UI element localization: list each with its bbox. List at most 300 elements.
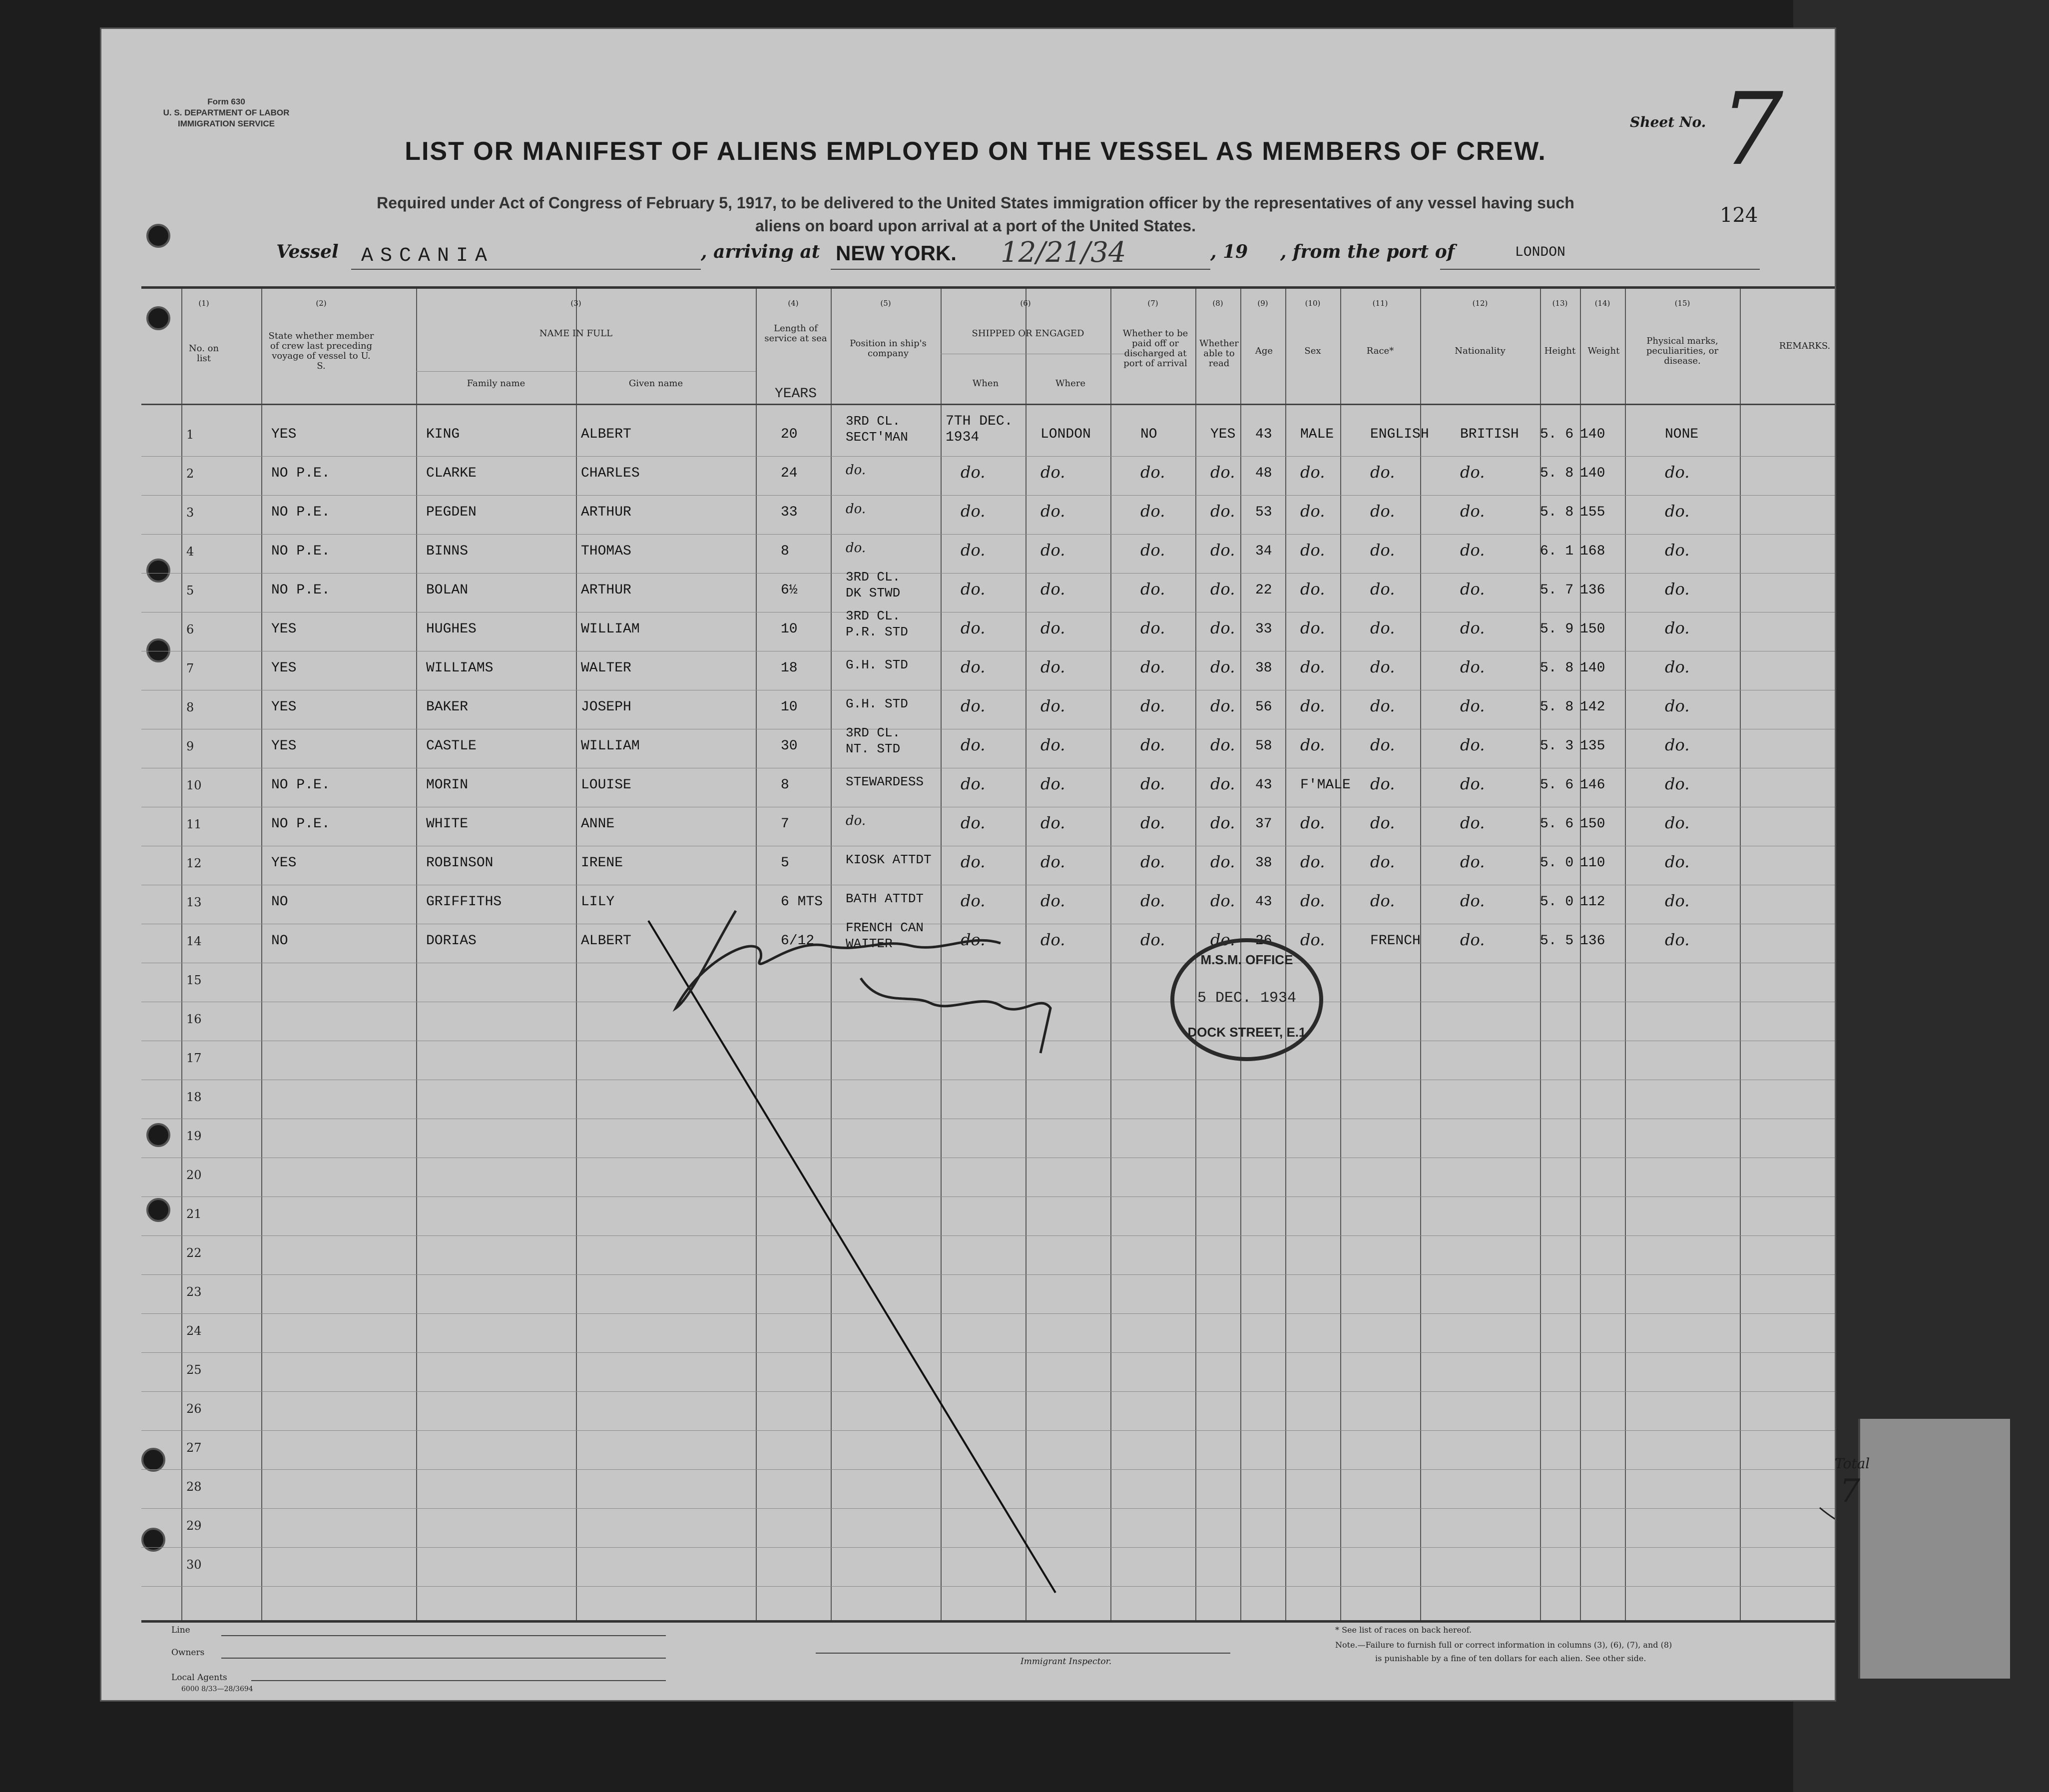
crew-position: 3RD CL. — [846, 725, 901, 740]
crew-when: do. — [961, 891, 986, 910]
page-title: LIST OR MANIFEST OF ALIENS EMPLOYED ON THE VESSEL AS MEMBERS OF CREW. — [405, 137, 1546, 166]
row-number: 13 — [186, 895, 202, 909]
crew-weight: 136 — [1580, 933, 1605, 949]
crew-race: do. — [1370, 502, 1395, 521]
crew-physical-marks: do. — [1665, 930, 1690, 949]
col-number: (10) — [1305, 299, 1321, 308]
crew-nationality: do. — [1460, 696, 1485, 715]
header-able-to-read: Whether able to read — [1199, 338, 1239, 369]
footer-agents-label: Local Agents — [171, 1673, 227, 1683]
header-shipped-or-engaged: SHIPPED OR ENGAGED — [972, 328, 1084, 339]
crew-family-name: DORIAS — [426, 933, 477, 949]
crew-age: 58 — [1255, 738, 1272, 754]
crew-where: do. — [1040, 580, 1065, 598]
row-number: 7 — [186, 661, 194, 675]
crew-nationality: do. — [1460, 580, 1485, 598]
crew-nationality: do. — [1460, 657, 1485, 676]
row-number: 28 — [186, 1480, 202, 1494]
crew-read: YES — [1210, 427, 1236, 442]
crew-physical-marks: do. — [1665, 735, 1690, 754]
footer-line-label: Line — [171, 1625, 190, 1635]
crew-read: do. — [1210, 463, 1235, 482]
crew-given-name: THOMAS — [581, 544, 631, 559]
crew-height: 5. 0 — [1540, 855, 1574, 871]
total-label: Total — [1835, 1455, 1870, 1472]
row-number: 4 — [186, 545, 194, 559]
crew-physical-marks: do. — [1665, 657, 1690, 676]
crew-age: 43 — [1255, 777, 1272, 793]
row-number: 30 — [186, 1558, 202, 1572]
crew-when: do. — [961, 930, 986, 949]
crew-position-detail: P.R. STD — [846, 624, 908, 639]
subtitle-line: aliens on board upon arrival at a port of the United States. — [755, 217, 1196, 235]
header-physical-marks: Physical marks, peculiarities, or disease. — [1646, 336, 1719, 366]
footer-note: is punishable by a fine of ten dollars for each alien. See other side. — [1375, 1654, 1646, 1663]
crew-height: 6. 1 — [1540, 544, 1574, 559]
arrival-date: 12/21/34 — [1001, 236, 1126, 269]
crew-where: do. — [1040, 696, 1065, 715]
crew-height: 5. 7 — [1540, 583, 1574, 598]
crew-paid-off: do. — [1140, 930, 1165, 949]
crew-paid-off: do. — [1140, 463, 1165, 482]
crew-sex: do. — [1300, 463, 1325, 482]
crew-sex: MALE — [1300, 427, 1334, 442]
crew-when: do. — [961, 774, 986, 793]
col-number: (2) — [316, 299, 327, 308]
crew-paid-off: do. — [1140, 657, 1165, 676]
crew-member-status: NO P.E. — [271, 505, 330, 520]
col-number: (3) — [570, 299, 581, 308]
crew-member-status: NO P.E. — [271, 816, 330, 832]
row-number: 10 — [186, 778, 202, 792]
cancel-line — [648, 921, 1055, 1593]
crew-sex: do. — [1300, 502, 1325, 521]
crew-sex: do. — [1300, 813, 1325, 832]
crew-weight: 140 — [1580, 466, 1605, 481]
sheet-label: Sheet No. — [1630, 114, 1706, 130]
signature-stroke — [676, 911, 1001, 1008]
crew-read: do. — [1210, 618, 1235, 637]
crew-nationality: do. — [1460, 774, 1485, 793]
header-no-on-list: No. on list — [188, 343, 219, 364]
crew-paid-off: do. — [1140, 502, 1165, 521]
vessel-name: ASCANIA — [361, 245, 495, 267]
col-number: (12) — [1472, 299, 1488, 308]
crew-sex: do. — [1300, 735, 1325, 754]
crew-years-service: 7 — [781, 816, 789, 832]
footer-print-code: 6000 8/33—28/3694 — [181, 1685, 253, 1693]
crew-paid-off: do. — [1140, 735, 1165, 754]
row-number: 12 — [186, 856, 202, 870]
crew-given-name: IRENE — [581, 855, 623, 871]
page-number: 124 — [1720, 204, 1758, 227]
crew-years-service: 8 — [781, 544, 789, 559]
stamp-address: DOCK STREET, E.1 — [1187, 1025, 1306, 1040]
crew-when: do. — [961, 463, 986, 482]
crew-where: do. — [1040, 463, 1065, 482]
row-number: 29 — [186, 1519, 202, 1533]
crew-member-status: YES — [271, 699, 297, 715]
crew-position-detail: SECT'MAN — [846, 430, 908, 445]
crew-where: LONDON — [1040, 427, 1091, 442]
crew-height: 5. 3 — [1540, 738, 1574, 754]
crew-where: do. — [1040, 541, 1065, 560]
crew-read: do. — [1210, 891, 1235, 910]
crew-given-name: WALTER — [581, 660, 631, 676]
crew-years-service: 6 MTS — [781, 894, 823, 910]
crew-weight: 140 — [1580, 427, 1605, 442]
crew-race: do. — [1370, 696, 1395, 715]
crew-height: 5. 8 — [1540, 466, 1574, 481]
crew-years-service: 18 — [781, 660, 798, 676]
crew-nationality: do. — [1460, 541, 1485, 560]
row-number: 24 — [186, 1324, 202, 1338]
crew-physical-marks: do. — [1665, 891, 1690, 910]
crew-given-name: LOUISE — [581, 777, 631, 793]
crew-age: 43 — [1255, 894, 1272, 910]
crew-given-name: ALBERT — [581, 933, 631, 949]
header-weight: Weight — [1587, 346, 1620, 356]
row-number: 1 — [186, 428, 194, 442]
crew-physical-marks: do. — [1665, 696, 1690, 715]
crew-height: 5. 8 — [1540, 660, 1574, 676]
crew-read: do. — [1210, 580, 1235, 598]
crew-nationality: BRITISH — [1460, 427, 1519, 442]
crew-paid-off: do. — [1140, 774, 1165, 793]
crew-race: do. — [1370, 813, 1395, 832]
crew-position: G.H. STD — [846, 657, 908, 672]
col-number: (4) — [788, 299, 799, 308]
crew-sex: do. — [1300, 891, 1325, 910]
crew-weight: 155 — [1580, 505, 1605, 520]
crew-position: KIOSK ATTDT — [846, 852, 932, 867]
crew-years-service: 20 — [781, 427, 798, 442]
crew-physical-marks: do. — [1665, 502, 1690, 521]
crew-physical-marks: do. — [1665, 852, 1690, 871]
row-number: 21 — [186, 1207, 202, 1221]
crew-where: do. — [1040, 502, 1065, 521]
crew-when: do. — [961, 580, 986, 598]
footer-rule — [221, 1658, 666, 1659]
crew-race: do. — [1370, 541, 1395, 560]
crew-age: 38 — [1255, 855, 1272, 871]
footer-inspector: Immigrant Inspector. — [1021, 1657, 1112, 1667]
crew-race: do. — [1370, 580, 1395, 598]
crew-position: do. — [846, 813, 866, 828]
crew-nationality: do. — [1460, 502, 1485, 521]
crew-position: 3RD CL. — [846, 570, 901, 585]
crew-height: 5. 8 — [1540, 699, 1574, 715]
crew-read: do. — [1210, 502, 1235, 521]
crew-physical-marks: do. — [1665, 580, 1690, 598]
header-nationality: Nationality — [1455, 346, 1506, 356]
crew-years-service: 10 — [781, 621, 798, 637]
crew-given-name: WILLIAM — [581, 621, 640, 637]
col-number: (14) — [1594, 299, 1610, 308]
row-number: 22 — [186, 1246, 202, 1260]
crew-age: 37 — [1255, 816, 1272, 832]
crew-when: 7TH DEC. — [946, 414, 1013, 429]
row-number: 25 — [186, 1363, 202, 1377]
crew-race: do. — [1370, 891, 1395, 910]
crew-position: BATH ATTDT — [846, 891, 924, 906]
crew-age: 56 — [1255, 699, 1272, 715]
crew-when: do. — [961, 541, 986, 560]
crew-position: do. — [846, 463, 866, 478]
crew-given-name: ARTHUR — [581, 505, 631, 520]
arriving-label: , arriving at — [701, 241, 820, 262]
crew-position: FRENCH CAN — [846, 920, 924, 935]
crew-where: do. — [1040, 618, 1065, 637]
crew-where: do. — [1040, 735, 1065, 754]
crew-age: 43 — [1255, 427, 1272, 442]
crew-family-name: BAKER — [426, 699, 469, 715]
crew-race: do. — [1370, 463, 1395, 482]
col-number: (8) — [1212, 299, 1223, 308]
crew-nationality: do. — [1460, 891, 1485, 910]
col-number: (5) — [880, 299, 891, 308]
subtitle-line: Required under Act of Congress of February 5, 1917, to be delivered to the United States immigration officer by the representatives of any vessel having such — [377, 194, 1574, 212]
col-number: (6) — [1020, 299, 1031, 308]
vessel-label: Vessel — [276, 241, 339, 262]
service-name: IMMIGRATION SERVICE — [178, 119, 275, 128]
crew-member-status: NO — [271, 933, 288, 949]
crew-paid-off: do. — [1140, 580, 1165, 598]
year-label: , 19 — [1210, 241, 1248, 262]
crew-weight: 142 — [1580, 699, 1605, 715]
crew-years-service: 33 — [781, 505, 798, 520]
crew-paid-off: NO — [1140, 427, 1157, 442]
crew-height: 5. 0 — [1540, 894, 1574, 910]
crew-height: 5. 6 — [1540, 816, 1574, 832]
footer-rule — [251, 1680, 666, 1681]
crew-nationality: do. — [1460, 735, 1485, 754]
crew-position: 3RD CL. — [846, 608, 901, 623]
crew-race: ENGLISH — [1370, 427, 1429, 442]
row-number: 17 — [186, 1051, 202, 1065]
header-where: Where — [1055, 378, 1085, 389]
header-sex: Sex — [1304, 346, 1321, 356]
crew-sex: do. — [1300, 580, 1325, 598]
crew-weight: 150 — [1580, 621, 1605, 637]
inspector-rule — [816, 1653, 1230, 1654]
crew-member-status: YES — [271, 427, 297, 442]
crew-physical-marks: NONE — [1665, 427, 1699, 442]
form-number: Form 630 — [207, 97, 245, 106]
footer-note: Note.—Failure to furnish full or correct information in columns (3), (6), (7), and (8) — [1335, 1640, 1672, 1650]
crew-sex: do. — [1300, 852, 1325, 871]
crew-nationality: do. — [1460, 930, 1485, 949]
crew-race: do. — [1370, 774, 1395, 793]
header-name-in-full: NAME IN FULL — [539, 328, 613, 339]
crew-weight: 136 — [1580, 583, 1605, 598]
crew-height: 5. 5 — [1540, 933, 1574, 949]
crew-family-name: CASTLE — [426, 738, 477, 754]
crew-family-name: BOLAN — [426, 583, 469, 598]
row-number: 3 — [186, 506, 194, 520]
crew-position: STEWARDESS — [846, 774, 924, 789]
crew-member-status: NO P.E. — [271, 583, 330, 598]
crew-read: do. — [1210, 735, 1235, 754]
col-number: (15) — [1674, 299, 1690, 308]
crew-when: do. — [961, 735, 986, 754]
row-number: 14 — [186, 934, 202, 948]
crew-where: do. — [1040, 930, 1065, 949]
crew-read: do. — [1210, 774, 1235, 793]
crew-sex: do. — [1300, 541, 1325, 560]
crew-position-detail: WAITER — [846, 936, 893, 951]
crew-weight: 168 — [1580, 544, 1605, 559]
col-number: (13) — [1552, 299, 1568, 308]
crew-family-name: WHITE — [426, 816, 469, 832]
row-number: 5 — [186, 584, 194, 597]
crew-weight: 150 — [1580, 816, 1605, 832]
col-number: (11) — [1372, 299, 1388, 308]
crew-height: 5. 8 — [1540, 505, 1574, 520]
crew-read: do. — [1210, 541, 1235, 560]
crew-read: do. — [1210, 696, 1235, 715]
crew-when: do. — [961, 502, 986, 521]
crew-physical-marks: do. — [1665, 541, 1690, 560]
header-remarks: REMARKS. — [1779, 341, 1831, 351]
crew-family-name: CLARKE — [426, 466, 477, 481]
crew-physical-marks: do. — [1665, 463, 1690, 482]
stamp-date: 5 DEC. 1934 — [1197, 990, 1297, 1007]
crew-age: 26 — [1255, 933, 1272, 949]
crew-position-detail: DK STWD — [846, 586, 901, 600]
crew-height: 5. 6 — [1540, 427, 1574, 442]
header-given-name: Given name — [628, 378, 683, 389]
row-number: 16 — [186, 1012, 202, 1026]
crew-member-status: YES — [271, 660, 297, 676]
row-number: 2 — [186, 467, 194, 481]
header-family-name: Family name — [467, 378, 525, 389]
crew-height: 5. 9 — [1540, 621, 1574, 637]
row-number: 9 — [186, 739, 194, 753]
crew-physical-marks: do. — [1665, 618, 1690, 637]
row-number: 20 — [186, 1168, 202, 1182]
col-number: (7) — [1147, 299, 1158, 308]
header-race: Race* — [1366, 346, 1394, 356]
backing-card — [1858, 1419, 2010, 1679]
crew-given-name: ARTHUR — [581, 583, 631, 598]
crew-nationality: do. — [1460, 463, 1485, 482]
crew-race: FRENCH — [1370, 933, 1421, 949]
crew-family-name: HUGHES — [426, 621, 477, 637]
crew-position-detail: NT. STD — [846, 741, 901, 756]
crew-given-name: LILY — [581, 894, 615, 910]
header-paid-off: Whether to be paid off or discharged at port of arrival — [1122, 328, 1188, 369]
col-number: (9) — [1257, 299, 1268, 308]
crew-read: do. — [1210, 813, 1235, 832]
crew-member-status: YES — [271, 738, 297, 754]
departure-port: LONDON — [1515, 245, 1565, 260]
row-number: 15 — [186, 973, 202, 987]
crew-height: 5. 6 — [1540, 777, 1574, 793]
row-number: 8 — [186, 700, 194, 714]
crew-member-status: NO P.E. — [271, 466, 330, 481]
crew-age: 48 — [1255, 466, 1272, 481]
header-age: Age — [1255, 346, 1273, 356]
crew-years-service: 6/12 — [781, 933, 815, 949]
crew-given-name: WILLIAM — [581, 738, 640, 754]
from-label: , from the port of — [1280, 241, 1455, 262]
crew-family-name: WILLIAMS — [426, 660, 494, 676]
crew-race: do. — [1370, 657, 1395, 676]
total-value: 7 — [1840, 1473, 1860, 1510]
office-stamp — [1170, 938, 1323, 1061]
row-number: 6 — [186, 622, 194, 636]
crew-family-name: BINNS — [426, 544, 469, 559]
crew-sex: do. — [1300, 696, 1325, 715]
header-position: Position in ship's company — [850, 338, 927, 359]
stamp-office: M.S.M. OFFICE — [1200, 952, 1293, 967]
crew-where: do. — [1040, 891, 1065, 910]
arrival-port: NEW YORK. — [836, 241, 957, 265]
crew-years-service: 6½ — [781, 583, 798, 598]
crew-physical-marks: do. — [1665, 813, 1690, 832]
crew-age: 53 — [1255, 505, 1272, 520]
footer-note: * See list of races on back hereof. — [1335, 1625, 1472, 1635]
crew-read: do. — [1210, 930, 1235, 949]
crew-weight: 110 — [1580, 855, 1605, 871]
crew-sex: do. — [1300, 618, 1325, 637]
crew-years-service: 30 — [781, 738, 798, 754]
crew-member-status: NO — [271, 894, 288, 910]
crew-physical-marks: do. — [1665, 774, 1690, 793]
crew-sex: do. — [1300, 657, 1325, 676]
crew-family-name: GRIFFITHS — [426, 894, 502, 910]
col-number: (1) — [198, 299, 209, 308]
crew-family-name: ROBINSON — [426, 855, 494, 871]
crew-position: do. — [846, 502, 866, 517]
row-number: 26 — [186, 1402, 202, 1416]
crew-age: 38 — [1255, 660, 1272, 676]
crew-sex: F'MALE — [1300, 777, 1351, 793]
header-years: YEARS — [774, 386, 817, 402]
row-number: 11 — [186, 817, 202, 831]
crew-paid-off: do. — [1140, 813, 1165, 832]
row-number: 18 — [186, 1090, 202, 1104]
row-number: 27 — [186, 1441, 202, 1455]
crew-when: do. — [961, 618, 986, 637]
total-stroke — [1820, 1508, 1835, 1533]
crew-given-name: JOSEPH — [581, 699, 631, 715]
crew-member-status: NO P.E. — [271, 544, 330, 559]
row-number: 23 — [186, 1285, 202, 1299]
crew-paid-off: do. — [1140, 891, 1165, 910]
crew-nationality: do. — [1460, 813, 1485, 832]
row-number: 19 — [186, 1129, 202, 1143]
crew-where: do. — [1040, 774, 1065, 793]
crew-family-name: KING — [426, 427, 460, 442]
crew-years-service: 8 — [781, 777, 789, 793]
crew-age: 34 — [1255, 544, 1272, 559]
crew-position: do. — [846, 541, 866, 556]
crew-family-name: MORIN — [426, 777, 469, 793]
crew-position: G.H. STD — [846, 696, 908, 711]
header-height: Height — [1544, 346, 1576, 356]
crew-age: 33 — [1255, 621, 1272, 637]
crew-paid-off: do. — [1140, 541, 1165, 560]
crew-when: do. — [961, 657, 986, 676]
crew-where: do. — [1040, 813, 1065, 832]
sheet-number: 7 — [1720, 71, 1784, 188]
crew-where: do. — [1040, 657, 1065, 676]
crew-paid-off: do. — [1140, 852, 1165, 871]
header-length-of-service: Length of service at sea — [764, 323, 827, 344]
crew-given-name: CHARLES — [581, 466, 640, 481]
